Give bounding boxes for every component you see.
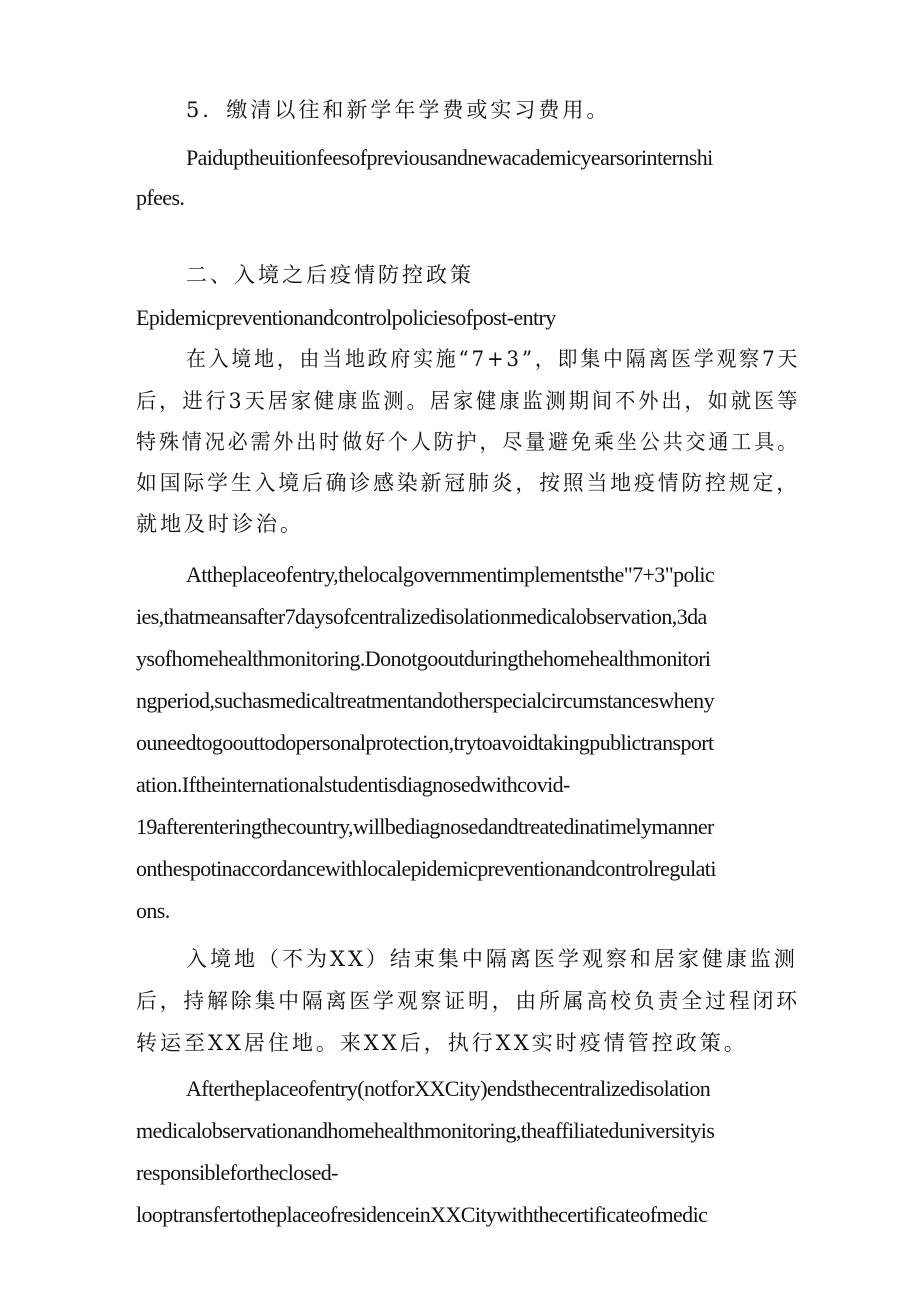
para1-zh-line-5: 就地及时诊治。 (136, 512, 304, 536)
para1-zh-line-2: 后，进行3天居家健康监测。居家健康监测期间不外出，如就医等 (136, 389, 801, 413)
item5-en-line-1: Paiduptheuitionfeesofpreviousandnewacademicyearsorinternshi (186, 145, 713, 170)
para2-en-line-1: Aftertheplaceofentry(notforXXCity)endsthecentralizedisolation (186, 1076, 711, 1101)
para1-en-line-2: ies,thatmeansafter7daysofcentralizedisolationmedicalobservation,3da (136, 604, 707, 629)
para1-zh-line-1: 在入境地，由当地政府实施“7+3”，即集中隔离医学观察7天 (186, 347, 801, 371)
section2-heading-en: Epidemicpreventionandcontrolpoliciesofpost-entry (136, 305, 556, 330)
para1-en-line-7: 19afterenteringthecountry,willbediagnosedandtreatedinatimelymanner (136, 814, 714, 839)
item5-en-line-2: pfees. (136, 185, 185, 210)
para1-en-line-6: ation.Iftheinternationalstudentisdiagnosedwithcovid- (136, 772, 570, 797)
para1-en-line-9: ons. (136, 898, 170, 923)
para1-en-line-8: onthespotinaccordancewithlocalepidemicpreventionandcontrolregulati (136, 856, 716, 881)
para1-en-line-4: ngperiod,suchasmedicaltreatmentandotherspecialcircumstanceswheny (136, 688, 714, 713)
para1-zh-line-3: 特殊情况必需外出时做好个人防护，尽量避免乘坐公共交通工具。 (136, 430, 800, 454)
section2-heading-zh: 二、入境之后疫情防控政策 (186, 263, 474, 287)
para1-en-line-1: Attheplaceofentry,thelocalgovernmentimplementsthe"7+3"polic (186, 562, 715, 587)
para2-zh-line-3: 转运至XX居住地。来XX后，执行XX实时疫情管控政策。 (136, 1031, 748, 1055)
para1-zh-line-4: 如国际学生入境后确诊感染新冠肺炎，按照当地疫情防控规定， (136, 471, 801, 495)
para2-zh-line-2: 后，持解除集中隔离医学观察证明，由所属高校负责全过程闭环 (136, 989, 801, 1013)
para2-en-line-2: medicalobservationandhomehealthmonitoring,theaffiliateduniversityis (136, 1118, 715, 1143)
para2-en-line-3: responsiblefortheclosed- (136, 1160, 338, 1185)
para2-en-line-4: looptransfertotheplaceofresidenceinXXCitywiththecertificateofmedic (136, 1202, 708, 1227)
item5-zh: 5．缴清以往和新学年学费或实习费用。 (186, 98, 611, 122)
para1-en-line-5: ouneedtogoouttodopersonalprotection,trytoavoidtakingpublictransport (136, 730, 714, 755)
para2-zh-line-1: 入境地（不为XX）结束集中隔离医学观察和居家健康监测 (186, 947, 798, 971)
para1-en-line-3: ysofhomehealthmonitoring.Donotgooutduringthehomehealthmonitori (136, 646, 711, 671)
